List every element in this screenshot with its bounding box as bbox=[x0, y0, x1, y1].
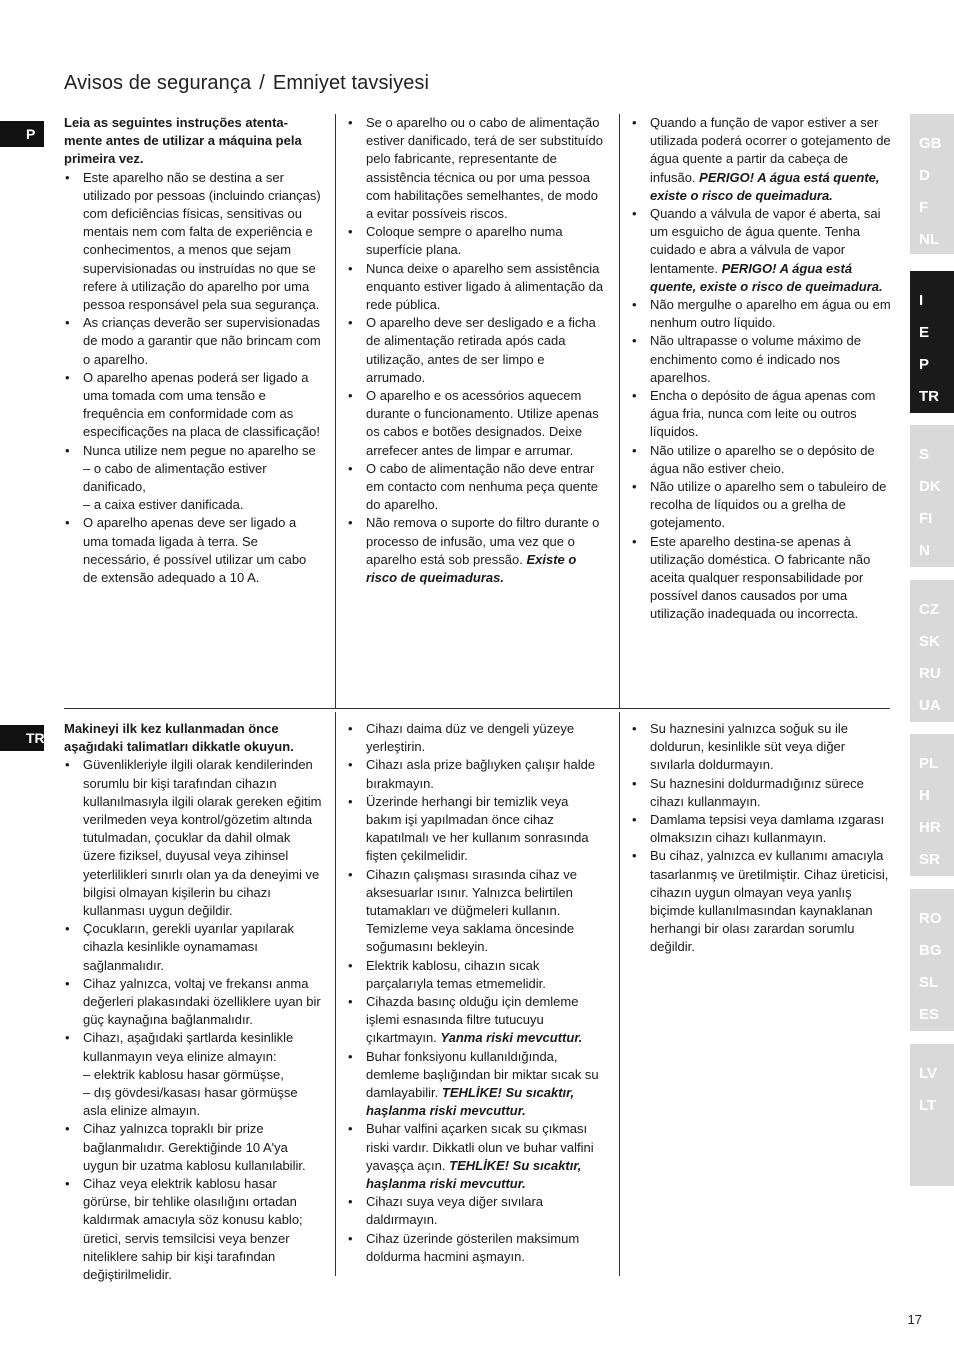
lang-code: D bbox=[919, 167, 930, 184]
list-item: • Su haznesini yalnızca soğuk su ile doldurun, kesinlikle süt veya diğer sıvılarla doldurmayın. bbox=[631, 720, 891, 775]
tr-column-3 bbox=[631, 720, 891, 957]
pt-column-1 bbox=[64, 114, 322, 587]
column-divider bbox=[335, 114, 336, 708]
lang-index-group-1 bbox=[910, 114, 954, 254]
lang-code: PL bbox=[919, 755, 939, 772]
lang-index-group-6 bbox=[910, 889, 954, 1031]
tab-tr: TR bbox=[0, 725, 44, 751]
section-divider bbox=[64, 708, 890, 709]
lang-code: E bbox=[919, 324, 930, 341]
pt-intro: Leia as seguintes instruções atenta-mente antes de utilizar a máquina pela primeira vez. bbox=[64, 115, 302, 167]
lang-code: TR bbox=[919, 388, 939, 405]
list-item: • Nunca utilize nem pegue no aparelho se – o cabo de alimentação estiver danificado, – a caixa estiver danificada. bbox=[64, 442, 322, 515]
lang-code: RU bbox=[919, 665, 941, 682]
tr-column-2 bbox=[347, 720, 607, 1266]
lang-code: SR bbox=[919, 851, 940, 868]
column-divider bbox=[619, 114, 620, 708]
list-item: • Cihazda basınç olduğu için demleme işlemi esnasında filtre tutucuyu çıkartmayın. Yanma riski mevcuttur. bbox=[347, 993, 607, 1048]
warning-text: PERIGO! A água está quente, existe o risco de queimadura. bbox=[650, 260, 883, 294]
list-item: • Cihaz veya elektrik kablosu hasar görürse, bir tehlike olasılığını ortadan kaldırmak amacıyla söz konusu kablo; üretici, servis temsilcisi veya benzer niteliklere sahip bir kişi tarafından değiştirilmelidir. bbox=[64, 1175, 322, 1284]
list-item: • Não ultrapasse o volume máximo de enchimento como é indicado nos aparelhos. bbox=[631, 332, 891, 387]
list-item: • Coloque sempre o aparelho numa superfície plana. bbox=[347, 223, 607, 259]
lang-code: UA bbox=[919, 697, 941, 714]
list-item: • Damlama tepsisi veya damlama ızgarası olmaksızın cihazı kullanmayın. bbox=[631, 811, 891, 847]
list-item: • Bu cihaz, yalnızca ev kullanımı amacıyla tasarlanmış ve üretilmiştir. Cihaz üreticisi, cihazın uygun olmayan veya yanlış biçimde kullanılmasından kaynaklanan herhangi bir olası zarardan sorumlu değildir. bbox=[631, 847, 891, 956]
lang-index-group-3 bbox=[910, 425, 954, 567]
list-item: • Não remova o suporte do filtro durante o processo de infusão, uma vez que o aparelho está sob pressão. Existe o risco de queimaduras. bbox=[347, 514, 607, 587]
list-item: • Üzerinde herhangi bir temizlik veya bakım işi yapılmadan önce cihaz kapatılmalı ve her kullanım sonrasında fişten çekilmelidir. bbox=[347, 793, 607, 866]
list-item: • Este aparelho destina-se apenas à utilização doméstica. O fabricante não aceita qualquer responsabilidade por possível danos causados por uma utilização inadequada ou incorrecta. bbox=[631, 533, 891, 624]
lang-code: BG bbox=[919, 942, 942, 959]
list-item: • Encha o depósito de água apenas com água fria, nunca com leite ou outros líquidos. bbox=[631, 387, 891, 442]
column-divider bbox=[619, 712, 620, 1276]
list-item: • As crianças deverão ser supervisionadas de modo a garantir que não brincam com o aparelho. bbox=[64, 314, 322, 369]
lang-code: P bbox=[919, 356, 930, 373]
list-item: • Buhar valfini açarken sıcak su çıkması riski vardır. Dikkatli olun ve buhar valfini yavaşça açın. TEHLİKE! Su sıcaktır, haşlanma riski mevcuttur. bbox=[347, 1120, 607, 1193]
lang-code: FI bbox=[919, 510, 933, 527]
lang-code: CZ bbox=[919, 601, 939, 618]
lang-index-group-2 bbox=[910, 271, 954, 413]
page-number: 17 bbox=[907, 1312, 922, 1327]
pt-column-2 bbox=[347, 114, 607, 587]
lang-code: LT bbox=[919, 1097, 937, 1114]
tab-p: P bbox=[0, 121, 44, 147]
lang-code: N bbox=[919, 542, 930, 559]
lang-code: NL bbox=[919, 231, 939, 248]
list-item: • Su haznesini doldurmadığınız sürece cihazı kullanmayın. bbox=[631, 775, 891, 811]
list-item: • Cihazın çalışması sırasında cihaz ve aksesuarlar ısınır. Yalnızca belirtilen tutamakları ve düğmeleri kullanın. Temizleme veya saklama öncesinde soğumasını bekleyin. bbox=[347, 866, 607, 957]
list-item: • Não mergulhe o aparelho em água ou em nenhum outro líquido. bbox=[631, 296, 891, 332]
tr-intro: Makineyi ilk kez kullanmadan önce aşağıdaki talimatları dikkatle okuyun. bbox=[64, 721, 294, 755]
list-item: • Quando a função de vapor estiver a ser utilizada poderá ocorrer o gotejamento de água quente a partir da cabeça de infusão. PERIGO! A água está quente, existe o risco de queimadura. bbox=[631, 114, 891, 205]
lang-code: HR bbox=[919, 819, 941, 836]
lang-code: LV bbox=[919, 1065, 938, 1082]
warning-text: TEHLİKE! Su sıcaktır, haşlanma riski mevcuttur. bbox=[366, 1157, 582, 1192]
list-item: • O aparelho apenas poderá ser ligado a uma tomada com uma tensão e frequência em conformidade com as especificações na placa de classificação! bbox=[64, 369, 322, 442]
list-item: • Elektrik kablosu, cihazın sıcak parçalarıyla temas etmemelidir. bbox=[347, 957, 607, 993]
lang-code: GB bbox=[919, 135, 942, 152]
list-item: • Cihazı daima düz ve dengeli yüzeye yerleştirin. bbox=[347, 720, 607, 756]
lang-code: H bbox=[919, 787, 930, 804]
list-item: • Cihazı suya veya diğer sıvılara daldırmayın. bbox=[347, 1193, 607, 1229]
lang-code: SL bbox=[919, 974, 939, 991]
lang-index-group-5 bbox=[910, 734, 954, 876]
tr-column-1 bbox=[64, 720, 322, 1284]
list-item: • O aparelho apenas deve ser ligado a uma tomada ligada à terra. Se necessário, é possível utilizar um cabo de extensão adequado a 10 A. bbox=[64, 514, 322, 587]
lang-index-group-7 bbox=[910, 1044, 954, 1186]
warning-text: Existe o risco de queimaduras. bbox=[366, 551, 577, 586]
lang-code: F bbox=[919, 199, 929, 216]
list-item: • Quando a válvula de vapor é aberta, sai um esguicho de água quente. Tenha cuidado e abra a válvula de vapor lentamente. PERIGO! A água está quente, existe o risco de queimadura. bbox=[631, 205, 891, 296]
warning-text: PERIGO! A água está quente, existe o risco de queimadura. bbox=[650, 169, 880, 203]
list-item: • Cihazı asla prize bağlıyken çalışır halde bırakmayın. bbox=[347, 756, 607, 792]
list-item: • Çocukların, gerekli uyarılar yapılarak cihazla kesinlikle oynamaması sağlanmalıdır. bbox=[64, 920, 322, 975]
list-item: • O aparelho deve ser desligado e a ficha de alimentação retirada após cada utilização, antes de ser limpo e arrumado. bbox=[347, 314, 607, 387]
list-item: • Cihaz yalnızca topraklı bir prize bağlanmalıdır. Gerektiğinde 10 A'ya uygun bir uzatma kablosu kullanılabilir. bbox=[64, 1120, 322, 1175]
lang-index-group-4 bbox=[910, 580, 954, 722]
list-item: • Cihaz üzerinde gösterilen maksimum doldurma hacmini aşmayın. bbox=[347, 1230, 607, 1266]
list-item: • Cihaz yalnızca, voltaj ve frekansı anma değerleri plakasındaki özelliklere uyan bir güç kaynağına bağlanmalıdır. bbox=[64, 975, 322, 1030]
warning-text: TEHLİKE! Su sıcaktır, haşlanma riski mevcuttur. bbox=[366, 1085, 575, 1119]
lang-code: SK bbox=[919, 633, 940, 650]
lang-code: S bbox=[919, 446, 930, 463]
list-item: • Este aparelho não se destina a ser utilizado por pessoas (incluindo crianças) com deficiências físicas, sensitivas ou mentais nem com falta de experiência e conhecimentos, a menos que sejam supervisionadas ou instruídas no que se refere à utilização do aparelho por uma pessoa responsável pela sua segurança. bbox=[64, 169, 322, 315]
list-item: • Se o aparelho ou o cabo de alimentação estiver danificado, terá de ser substituído pelo fabricante, representante de assistência técnica ou por uma pessoa com habilitações semelhantes, de modo a evitar possíveis riscos. bbox=[347, 114, 607, 223]
page-title: Avisos de segurança / Emniyet tavsiyesi bbox=[64, 72, 430, 94]
list-item: • Cihazı, aşağıdaki şartlarda kesinlikle kullanmayın veya elinize almayın: – elektrik kablosu hasar görmüşse, – dış gövdesi/kasası hasar görmüşse asla elinize almayın. bbox=[64, 1029, 322, 1120]
column-divider bbox=[335, 712, 336, 1276]
lang-code: RO bbox=[919, 910, 942, 927]
list-item: • O aparelho e os acessórios aquecem durante o funcionamento. Utilize apenas os cabos e botões designados. Deixe arrefecer antes de limpar e arrumar. bbox=[347, 387, 607, 460]
lang-code: I bbox=[919, 292, 924, 309]
list-item: • O cabo de alimentação não deve entrar em contacto com nenhuma peça quente do aparelho. bbox=[347, 460, 607, 515]
list-item: • Nunca deixe o aparelho sem assistência enquanto estiver ligado à alimentação da rede pública. bbox=[347, 260, 607, 315]
pt-column-3 bbox=[631, 114, 891, 624]
list-item: • Não utilize o aparelho sem o tabuleiro de recolha de líquidos ou a grelha de gotejamento. bbox=[631, 478, 891, 533]
warning-text: Yanma riski mevcuttur. bbox=[440, 1030, 583, 1046]
list-item: • Buhar fonksiyonu kullanıldığında, demleme başlığından bir miktar sıcak su damlayabilir. TEHLİKE! Su sıcaktır, haşlanma riski mevcuttur. bbox=[347, 1048, 607, 1121]
lang-code: ES bbox=[919, 1006, 940, 1023]
lang-code: DK bbox=[919, 478, 941, 495]
list-item: • Güvenlikleriyle ilgili olarak kendilerinden sorumlu bir kişi tarafından cihazın kullanılmasıyla ilgili olarak gereken eğitim verilmeden veya kontrol/gözetim altında tutulmadan, çocuklar da dahil olmak üzere fiziksel, duyusal veya zihinsel yeterlilikleri sınırlı olan ya da deneyimi ve bilgisi olmayan kişilerin bu cihazı kullanması uygun değildir. bbox=[64, 756, 322, 920]
list-item: • Não utilize o aparelho se o depósito de água não estiver cheio. bbox=[631, 442, 891, 478]
